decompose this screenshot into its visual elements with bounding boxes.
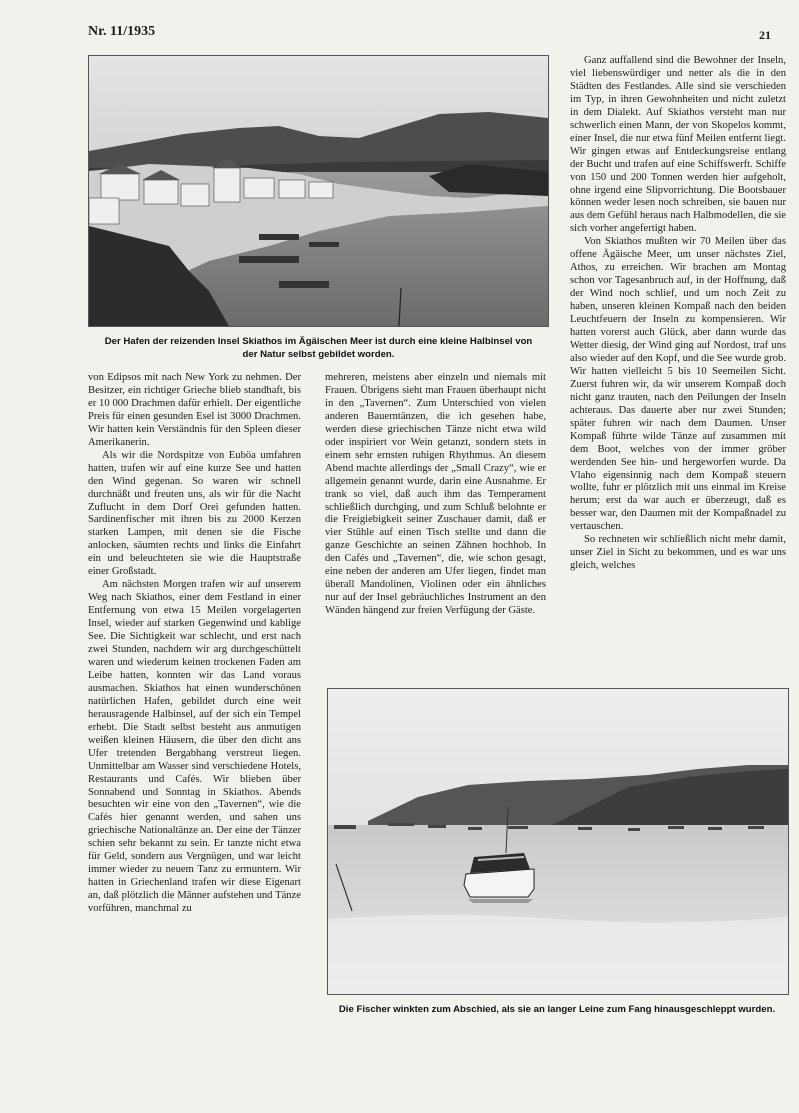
column-right [570, 55, 786, 573]
issue-number: Nr. 11/1935 [88, 24, 156, 39]
harbor-photo-image [89, 56, 548, 326]
paragraph: mehreren, meistens aber einzeln und niemals mit Frauen. Übrigens sieht man Frauen überhaupt nicht in den „Tavernen“. Zum Unterschied von vielen anderen Bauerntänzen, die ich gesehen habe, werden diese griechischen Tänze nicht etwa wild oder inspiriert vor Wein getanzt, sondern stets in einem sehr ernsten ruhigen Rhythmus. An diesem Abend machte allerdings der „Small Crazy“, wie er allgemein genannt wurde, darin eine Ausnahme. Er trank so viel, daß auch ihm das Temperament schließlich durchging, und zum Schluß belohnte er die Freigiebigkeit seiner Zuschauer damit, daß er vier Stühle auf einen Tisch stellte und dann die ganze Geschichte an seinen Zähnen hochhob. In den Cafés und „Tavernen“, die, wie schon gesagt, eine neben der anderen am Ufer liegen, findet man überall Mandolinen, Violinen oder ein ähnliches nur auf der Insel gebräuchliches Instrument an den Wänden hängend zur freien Verfügung der Gäste. [325, 372, 546, 617]
column-middle [325, 372, 546, 618]
page-header [88, 24, 771, 44]
page-number: 21 [759, 28, 771, 42]
boat-caption: Die Fischer winkten zum Abschied, als sie an langer Leine zum Fang hinausgeschleppt wurden. [338, 1004, 776, 1015]
paragraph: Als wir die Nordspitze von Euböa umfahren hatten, trafen wir auf eine kurze See und hatten den Wind gegenan. So waren wir schnell durchnäßt und freuten uns, als wir für die Nacht Zuflucht in dem Dorf Orei gefunden hatten. Sardinenfischer mit ihren bis zu 2000 Kerzen starken Lampen, mit denen sie die Fische anlocken, säumten rechts und links die Einfahrt ein und beleuchteten sie wie die Hauptstraße einer Großstadt. [88, 449, 301, 578]
paragraph: So rechneten wir schließlich nicht mehr damit, unser Ziel in Sicht zu bekommen, und es war uns gleich, welches [570, 534, 786, 572]
paragraph: Von Skiathos mußten wir 70 Meilen über das offene Ägäische Meer, um unser nächstes Ziel, Athos, zu erreichen. Wir brachen am Montag schon vor Tagesanbruch auf, in der Hoffnung, daß der Wind noch schlief, und um noch Zeit zu haben, unseren kleinen Kompaß nach den beiden Leuchtfeuern der Inseln zu kompensieren. Wir hatten vorerst auch Glück, aber dann wurde das Wetter diesig, der Wind ging auf Nordost, traf uns also wieder auf den Kopf, und die See wurde grob. Wir hatten vielleicht 5 bis 10 Seemeilen Sicht. Zuerst fuhren wir, da wir unserem Kompaß doch nicht ganz trauten, nach den Peilungen der Inseln achteraus. Das dauerte aber nur zwei Stunden; später fuhren wir nach dem Daumen. Unser Kompaß führte wilde Tänze auf zusammen mit dem Boot, welches von der immer gröber werdenden See hin- und hergeworfen wurde. Da Vlaho eigensinnig nach dem Kompaß steuern wollte, fuhr er plötzlich mit uns einmal im Kreise herum; erst da war auch er überzeugt, daß es besser war, den Daumen mit der Kompaßnadel zu vertauschen. [570, 236, 786, 533]
harbor-photo [88, 55, 549, 327]
column-left [88, 372, 301, 916]
paragraph: von Edipsos mit nach New York zu nehmen. Der Besitzer, ein richtiger Grieche blieb standhaft, bis er 10 000 Drachmen dafür erhielt. Der eigentliche Preis für einen gesunden Esel ist 3000 Drachmen. Wir hatten kein Verständnis für den Spleen dieser Amerikanerin. [88, 372, 301, 448]
boat-photo-image [328, 689, 788, 994]
paragraph: Am nächsten Morgen trafen wir auf unserem Weg nach Skiathos, einer dem Festland in einer Entfernung von etwa 15 Meilen vorgelagerten Insel, wieder auf starken Gegenwind und kablige See. Die Sichtigkeit war schlecht, und erst nach zwei Stunden, nachdem wir arg durchgeschüttelt waren und wiederum keinen trockenen Faden am Leibe hatten, konnten wir das Land voraus ausmachen. Skiathos hat einen wunderschönen natürlichen Hafen, gebildet durch eine weit herausragende Halbinsel, auf der sich ein Tempel erhebt. Die Stadt selbst besteht aus anmutigen weißen kleinen Häusern, die über den dicht ans Ufer tretenden Bergabhang verstreut liegen. Unmittelbar am Wasser sind verschiedene Hotels, Restaurants und Cafés. Wir blieben über Sonnabend und Sonntag in Skiathos. Abends besuchten wir eine von den „Tavernen“, wie die Cafés hier genannt werden, und sahen uns griechische Nationaltänze an. Der eine der Tänzer schien sehr bekannt zu sein. Er tanzte nicht etwa für Geld, sondern aus Vergnügen, und war leicht immer wieder zu neuem Tanz zu ermuntern. Wir hatten in Griechenland trafen wir diese Eigenart an, daß plötzlich die Männer aufstehen und Tänze vorführen, manchmal zu [88, 579, 301, 915]
boat-photo [327, 688, 789, 995]
paragraph: Ganz auffallend sind die Bewohner der Inseln, viel liebenswürdiger und netter als die in den Städten des Festlandes. Alle sind sie verschieden im Typ, in ihren Gewohnheiten und nicht zuletzt in dem Dialekt. Auf Skiathos versteht man nur schwerlich einen Mann, der von Skopelos kommt, einer Insel, die nur etwa fünf Meilen entfernt liegt. Wir gingen etwas auf Entdeckungsreise entlang der Bucht und trafen auf eine Schiffswerft. Schiffe von 150 und 200 Tonnen werden hier aufgeholt, ohne irgend eine Slipvorrichtung. Die Bootsbauer können weder lesen noch schreiben, sie bauen nur aus dem Gefühl heraus nach Halbmodellen, die sie sich vorher angefertigt haben. [570, 55, 786, 235]
harbor-caption: Der Hafen der reizenden Insel Skiathos im Ägäischen Meer ist durch eine kleine Halbinsel von der Natur selbst gebildet worden. [104, 336, 533, 360]
